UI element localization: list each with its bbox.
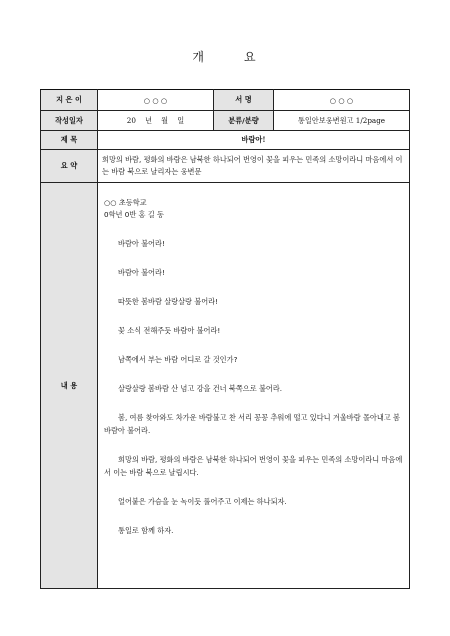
category-value: 통일안보웅변원고 1/2page <box>274 111 410 131</box>
summary-label: 요 약 <box>41 150 98 183</box>
document-title <box>0 48 450 65</box>
subject-row <box>41 131 410 150</box>
subject-value: 바람아! <box>98 131 410 150</box>
student-line: 0학년 0반 홍 길 동 <box>104 210 164 219</box>
summary-row <box>41 150 410 183</box>
speech-paragraph: 살랑살랑 봄바람 산 넘고 강을 건너 북쪽으로 불어라. <box>118 384 283 393</box>
speech-paragraph: 바람아 불어라! <box>118 239 165 248</box>
speech-paragraph: 희망의 바람, 평화의 바람은 남북한 하나되어 번영이 꽃을 피우는 민족의 소망이라니 마음에서 이는 바람 북으로 날립시다. <box>104 455 403 477</box>
signature-label: 서 명 <box>214 90 274 111</box>
author-label: 지 은 이 <box>41 90 98 111</box>
speech-paragraph: 봄, 여름 찾아와도 차가운 바람불고 찬 서리 꽁꽁 추워에 떨고 있다니 겨울바람 몰아내고 봄바람아 불어라. <box>104 413 400 435</box>
speech-paragraph: 얼어붙은 가슴을 눈 녹이듯 풀어주고 이제는 하나되자. <box>118 497 287 506</box>
date-value: 20 년 월 일 <box>98 111 214 131</box>
subject-label: 제 목 <box>41 131 98 150</box>
date-label: 작성일자 <box>41 111 98 131</box>
author-row <box>41 90 410 111</box>
speech-paragraph: 통일로 함께 하자. <box>118 526 174 535</box>
school-line: ○○ 초등학교 <box>104 198 147 207</box>
document-title-part2: 요 <box>244 50 258 64</box>
speech-paragraph: 따뜻한 봄바람 살랑살랑 불어라! <box>118 297 218 306</box>
content-label: 내 용 <box>41 183 98 589</box>
content-row <box>41 183 410 589</box>
document-title-part1: 개 <box>192 50 206 64</box>
speech-paragraph: 꽃 소식 전해주듯 바람아 불어라! <box>118 326 221 335</box>
author-value: ○ ○ ○ <box>98 90 214 111</box>
summary-value: 희망의 바람, 평화의 바람은 남북한 하나되어 번영이 꽃을 피우는 민족의 소망이라니 마음에서 이는 바람 북으로 날리자는 웅변문 <box>98 150 410 183</box>
signature-value: ○ ○ ○ <box>274 90 410 111</box>
date-row <box>41 111 410 131</box>
content-body <box>98 183 410 589</box>
speech-paragraph: 바람아 불어라! <box>118 268 165 277</box>
speech-paragraph: 남쪽에서 부는 바람 어디로 갈 것인가? <box>118 355 238 364</box>
category-label: 분류/분량 <box>214 111 274 131</box>
outline-form-table <box>40 89 410 589</box>
author-block <box>104 197 403 221</box>
